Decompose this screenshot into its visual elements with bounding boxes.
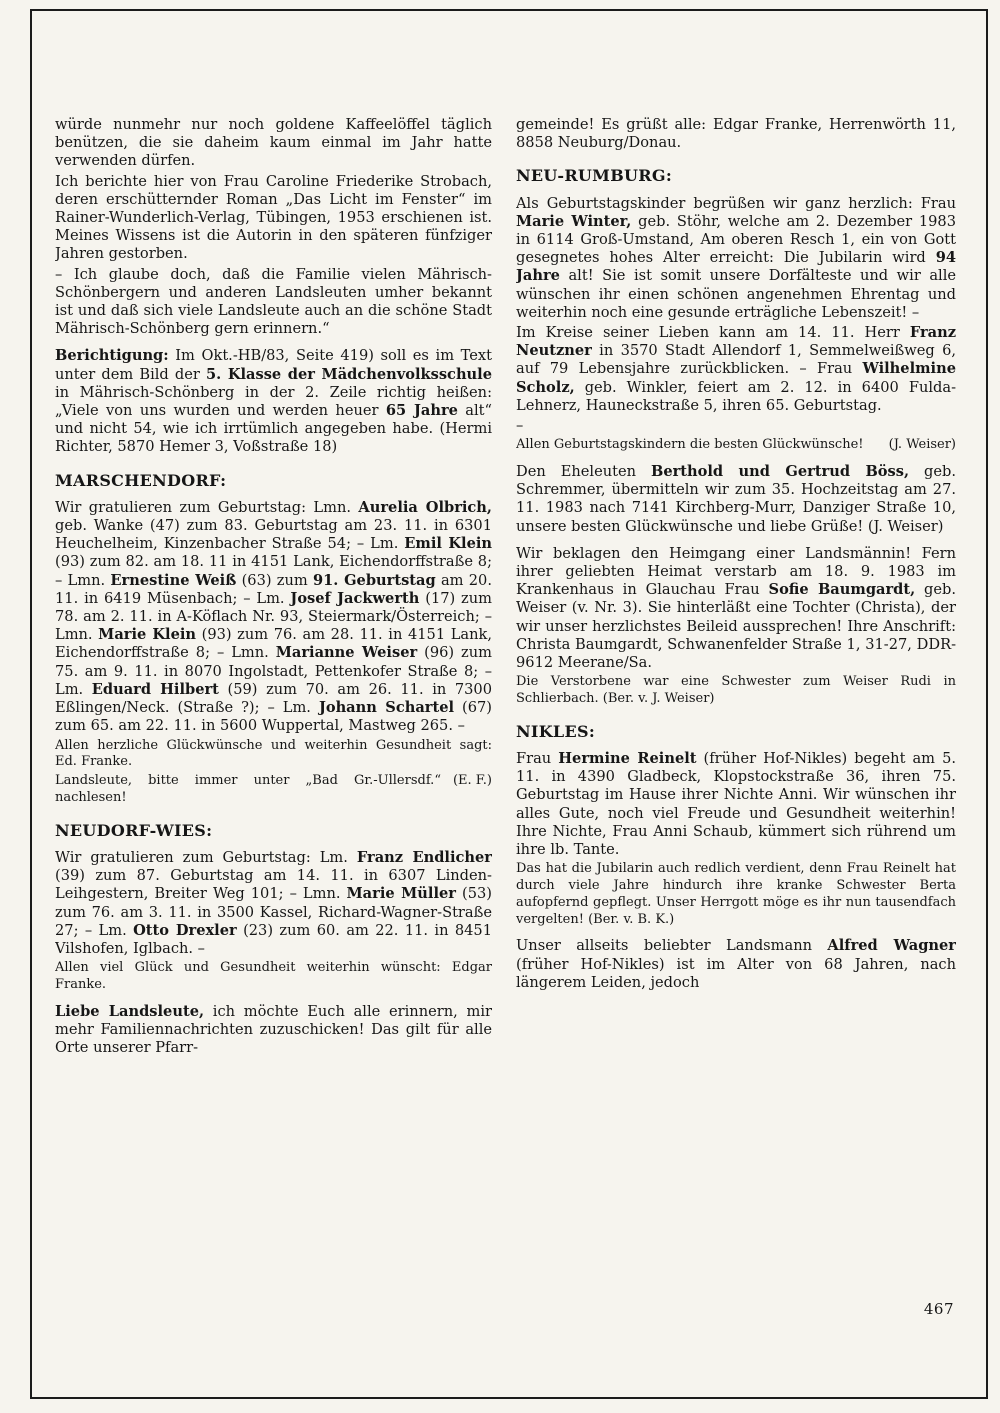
bold-text: Marianne Weiser xyxy=(275,644,418,662)
bold-text: Josef Jackwerth xyxy=(290,589,420,607)
body-text: (93) zum 82. am 18. 11 in 4151 Lank, Eichendorffstraße 8; – Lmn. xyxy=(55,553,492,589)
bold-text: Berichtigung: xyxy=(55,347,169,365)
body-text: würde nunmehr nur noch goldene Kaffeelöffel täglich benützen, die sie daheim kaum einmal im Jahr hatte verwenden dürfen. xyxy=(55,116,492,170)
bold-text: Marie Winter, xyxy=(516,212,632,230)
body-text: geb. Winkler, feiert am 2. 12. in 6400 Fulda-Lehnerz, Hauneckstraße 5, ihren 65. Geburtstag. xyxy=(516,378,956,414)
body-text: (59) zum 70. am 26. 11. in 7300 Eßlingen/Neck. (Straße ?); – Lm. xyxy=(55,680,492,717)
bold-text: Franz Endlicher xyxy=(356,848,492,866)
note-paragraph xyxy=(55,738,492,772)
body-text: alt! Sie ist somit unsere Dorfälteste und wir alle wünschen ihr einen schönen angenehmen Ehrentag und weiterhin noch eine gesunde erträgliche Lebenszeit! – xyxy=(516,267,956,321)
paragraph xyxy=(516,116,956,152)
bold-text: Berthold und Gertrud Böss, xyxy=(650,463,910,481)
body-text: (96) zum 75. am 9. 11. in 8070 Ingolstadt, Pettenkofer Straße 8; – Lm. xyxy=(55,644,492,698)
body-text: (63) zum xyxy=(236,571,313,589)
bold-text: 91. Geburtstag xyxy=(313,571,436,589)
body-text: in Mährisch-Schönberg in der 2. Zeile richtig heißen: „Viele von uns wurden und werden heuer xyxy=(55,383,492,420)
body-text: Wir beklagen den Heimgang einer Landsmännin! Fern ihrer geliebten Heimat verstarb am 18. 9. 1983 im Krankenhaus in Glauchau Frau xyxy=(516,544,956,599)
body-text: alt“ und nicht 54, wie ich irrtümlich angegeben habe. (Hermi Richter, 5870 Hemer 3, Voßstraße 18) xyxy=(55,402,492,456)
body-text: in 3570 Stadt Allendorf 1, Semmelweißweg 6, auf 79 Lebensjahre zurückblicken. – Frau xyxy=(516,342,956,378)
body-text: Als Geburtstagskinder begrüßen wir ganz herzlich: Frau xyxy=(516,194,956,212)
bold-text: 5. Klasse der Mädchenvolksschule xyxy=(206,365,492,383)
paragraph xyxy=(55,173,492,264)
bold-text: Otto Drexler xyxy=(133,921,237,939)
body-text: Allen viel Glück und Gesundheit weiterhin wünscht: Edgar Franke. xyxy=(55,960,492,992)
body-text: geb. Weiser (v. Nr. 3). Sie hinterläßt eine Tochter (Christa), der wir unser herzlichstes Beileid aussprechen! Ihre Anschrift: Christa Baumgardt, Schwanenfelder Straße 1, 31-27, DDR-9612 Meerane/Sa. xyxy=(516,581,956,672)
page-number: 467 xyxy=(923,1300,954,1318)
note-paragraph xyxy=(516,437,956,454)
body-text: Den Eheleuten xyxy=(516,463,651,481)
bold-text: Johann Schartel xyxy=(318,699,455,717)
bold-text: Emil Klein xyxy=(404,535,492,553)
body-text: Unser allseits beliebter Landsmann xyxy=(516,937,828,955)
bold-text: Marie Klein xyxy=(98,626,197,644)
body-text: Frau xyxy=(516,750,559,768)
section-heading xyxy=(516,723,956,741)
body-text: Wir gratulieren zum Geburtstag: Lmn. xyxy=(55,498,359,516)
paragraph xyxy=(516,324,956,415)
section-heading xyxy=(516,167,956,185)
body-text: geb. Schremmer, übermitteln wir zum 35. Hochzeitstag am 27. 11. 1983 nach 7141 Kirchberg-Murr, Danziger Straße 10, unsere besten Glückwünsche und liebe Grüße! (J. Weiser) xyxy=(516,463,956,535)
bold-text: Alfred Wagner xyxy=(827,937,956,955)
paragraph xyxy=(55,347,492,456)
bold-text: Aurelia Olbrich, xyxy=(358,498,492,516)
body-text: Landsleute, bitte immer unter „Bad Gr.-Ullersdf.“ nachlesen! xyxy=(55,773,441,805)
bold-text: NEU-RUMBURG: xyxy=(516,167,673,186)
body-text: (39) zum 87. Geburtstag am 14. 11. in 6307 Linden-Leihgestern, Breiter Weg 101; – Lmn. xyxy=(55,867,492,903)
right-column xyxy=(516,116,956,994)
body-text: (93) zum 76. am 28. 11. in 4151 Lank, Eichendorffstraße 8; – Lmn. xyxy=(55,626,492,662)
section-heading xyxy=(55,822,492,840)
byline-note: (E. F.) xyxy=(452,773,492,789)
paragraph xyxy=(55,499,492,736)
bold-text: Eduard Hilbert xyxy=(91,680,219,698)
body-text: (früher Hof-Nikles) begeht am 5. 11. in 4390 Gladbeck, Klopstockstraße 36, ihren 75. Geburtstag im Hause ihrer Nichte Anni. Wir wünschen ihr alles Gute, noch viel Freude und Gesundheit weiterhin! Ihre Nichte, Frau Anni Schaub, kümmert sich rührend um ihre lb. Tante. xyxy=(516,750,956,859)
note-paragraph xyxy=(516,674,956,708)
paragraph xyxy=(516,545,956,672)
section-heading xyxy=(55,472,492,490)
note-paragraph xyxy=(55,960,492,994)
bold-text: 94 Jahre xyxy=(516,249,956,285)
body-text: (früher Hof-Nikles) ist im Alter von 68 Jahren, nach längerem Leiden, jedoch xyxy=(516,955,956,991)
bold-text: Wilhelmine Scholz, xyxy=(516,360,956,396)
bold-text: Franz Neutzner xyxy=(516,324,956,360)
note-paragraph xyxy=(55,773,492,807)
paragraph xyxy=(516,937,956,992)
paragraph xyxy=(516,463,956,536)
body-text: Allen herzliche Glückwünsche und weiterhin Gesundheit sagt: Ed. Franke. xyxy=(55,737,492,770)
body-text: ich möchte Euch alle erinnern, mir mehr Familiennachrichten zuzuschicken! Das gilt für alle Orte unserer Pfarr- xyxy=(55,1002,492,1057)
body-text: – Ich glaube doch, daß die Familie vielen Mährisch-Schönbergern und anderen Landsleuten umher bekannt ist und daß sich viele Landsleute auch an die schöne Stadt Mährisch-Schönberg gern erinnern.“ xyxy=(55,265,492,338)
body-text: Das hat die Jubilarin auch redlich verdient, denn Frau Reinelt hat durch viele Jahre hindurch ihre kranke Schwester Berta aufopfernd gepflegt. Unser Herrgott möge es ihr nun tausendfach vergelten! (Ber. v. B. K.) xyxy=(516,861,956,927)
bold-text: Ernestine Weiß xyxy=(110,571,237,589)
paragraph xyxy=(55,266,492,339)
bold-text: Liebe Landsleute, xyxy=(55,1002,205,1020)
body-text: geb. Stöhr, welche am 2. Dezember 1983 in 6114 Groß-Umstand, Am oberen Resch 1, ein von Gott gesegnetes hohes Alter erreicht: Die Jubilarin wird xyxy=(516,212,956,267)
body-text: am 20. 11. in 6419 Müsenbach; – Lm. xyxy=(55,571,492,607)
bold-text: MARSCHENDORF: xyxy=(55,471,227,490)
bold-text: Marie Müller xyxy=(346,885,456,903)
paragraph xyxy=(516,750,956,859)
paragraph xyxy=(516,195,956,322)
paragraph xyxy=(516,417,956,435)
body-text: Die Verstorbene war eine Schwester zum Weiser Rudi in Schlierbach. (Ber. v. J. Weiser) xyxy=(516,674,956,707)
byline-note: (J. Weiser) xyxy=(888,437,956,453)
paragraph xyxy=(55,1003,492,1058)
body-text: (17) zum 78. am 2. 11. in A-Köflach Nr. 93, Steiermark/Österreich; – Lmn. xyxy=(55,589,492,644)
body-text: (67) zum 65. am 22. 11. in 5600 Wuppertal, Mastweg 265. – xyxy=(55,699,492,735)
bold-text: Sofie Baumgardt, xyxy=(768,581,916,599)
body-text: Wir gratulieren zum Geburtstag: Lm. xyxy=(55,848,357,866)
left-column xyxy=(55,116,492,1059)
bold-text: NEUDORF-WIES: xyxy=(55,821,213,840)
body-text: (23) zum 60. am 22. 11. in 8451 Vilshofen, Iglbach. – xyxy=(55,921,492,957)
body-text: Ich berichte hier von Frau Caroline Friederike Strobach, deren erschütternder Roman „Das Licht im Fenster“ im Rainer-Wunderlich-Verlag, Tübingen, 1953 erschienen ist. Meines Wissens ist die Autorin in den späteren fünfziger Jahren gestorben. xyxy=(55,172,492,263)
bold-text: 65 Jahre xyxy=(385,402,458,420)
paragraph xyxy=(55,116,492,171)
body-text: (53) zum 76. am 3. 11. in 3500 Kassel, Richard-Wagner-Straße 27; – Lm. xyxy=(55,885,492,939)
body-text: Im Kreise seiner Lieben kann am 14. 11. Herr xyxy=(516,324,910,342)
body-text: Im Okt.-HB/83, Seite 419) soll es im Text unter dem Bild der xyxy=(55,347,492,383)
bold-text: Hermine Reinelt xyxy=(558,750,697,768)
body-text: geb. Wanke (47) zum 83. Geburtstag am 23. 11. in 6301 Heuchelheim, Kinzenbacher Straße 54; – Lm. xyxy=(55,517,492,553)
body-text: gemeinde! Es grüßt alle: Edgar Franke, Herrenwörth 11, 8858 Neuburg/Donau. xyxy=(516,116,956,152)
body-text: Allen Geburtstagskindern die besten Glückwünsche! xyxy=(516,437,864,453)
body-text: – xyxy=(516,417,524,435)
bold-text: NIKLES: xyxy=(516,722,596,741)
note-paragraph xyxy=(516,861,956,928)
paragraph xyxy=(55,849,492,958)
